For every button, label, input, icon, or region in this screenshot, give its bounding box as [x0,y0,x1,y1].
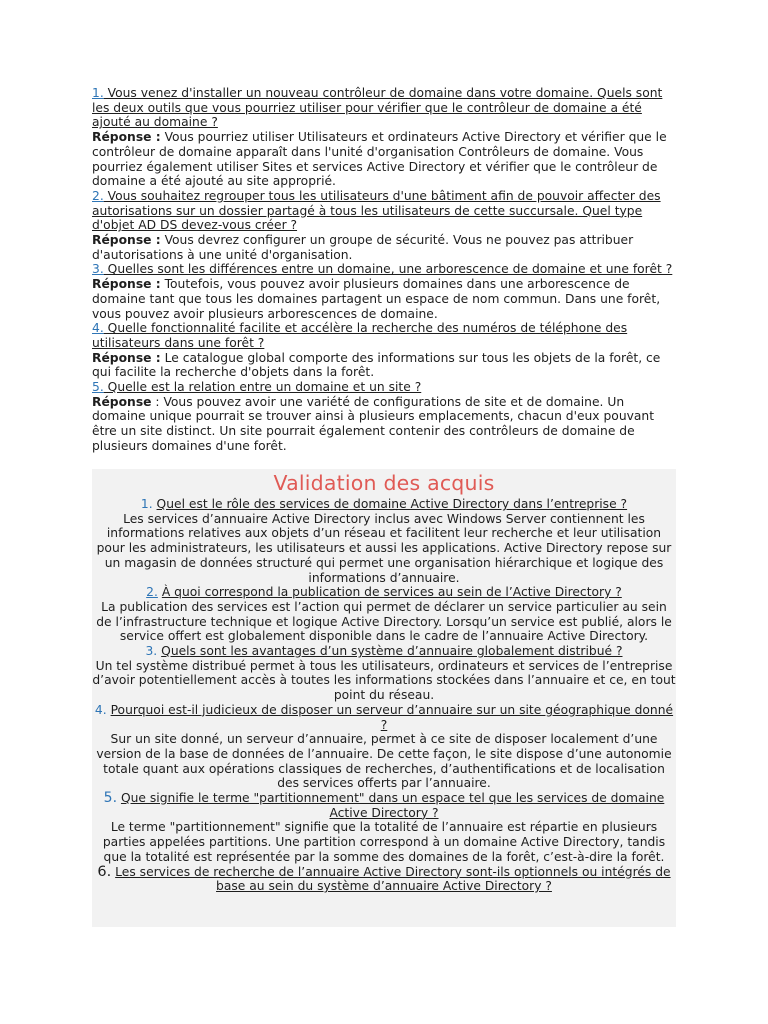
question-number: 2. [92,188,104,203]
validation-item-1 [92,497,676,585]
validation-question-5[interactable] [92,791,676,820]
validation-answer-3: Un tel système distribué permet à tous les utilisateurs, ordinateurs et services de l’entreprise d’avoir potentiellement accès à toutes les informations stockées dans l’annuaire et ce, en tout point du réseau. [92,658,676,703]
question-text: Quel est le rôle des services de domaine Active Directory dans l’entreprise ? [156,497,628,511]
validation-answer-5: Le terme "partitionnement" signifie que la totalité de l’annuaire est répartie en plusieurs parties appelées partitions. Une partition correspond à un domaine Active Directory, tandis que la totalité est représentée par la somme des domaines de la forêt, c’est-à-dire la forêt. [102,820,666,864]
question-text: Quelles sont les différences entre un domaine, une arborescence de domaine et une forêt ? [103,262,673,277]
validation-title: Validation des acquis [273,471,495,495]
answer-label: Réponse : [92,277,161,292]
question-number: 2. [146,585,158,600]
question-number: 3. [145,644,158,659]
qa-item-4 [92,321,676,380]
validation-item-3 [92,644,676,703]
validation-section [92,469,676,927]
answer-label: Réponse [92,394,152,409]
answer-4 [92,351,676,380]
validation-question-3[interactable] [92,644,676,659]
answer-text: Vous devrez configurer un groupe de sécurité. Vous ne pouvez pas attribuer d'autorisations à une unité d'organisation. [92,233,634,262]
question-text: Les services de recherche de l’annuaire Active Directory sont-ils optionnels ou intégrés de base au sein du système d’annuaire Active Directory ? [115,864,671,894]
validation-answer-4: Sur un site donné, un serveur d’annuaire, permet à ce site de disposer localement d’une version de la base de données de l’annuaire. De cette façon, le site dispose d’une autonomie totale quant aux opérations classiques de recherches, d’authentifications et de localisation des services offerts par l’annuaire. [96,732,672,791]
validation-item-2 [92,585,676,644]
validation-question-4[interactable] [92,703,676,732]
question-number: 3. [92,262,104,277]
question-text: Vous souhaitez regrouper tous les utilisateurs d'une bâtiment afin de pouvoir affecter des autorisations sur un dossier partagé à tous les utilisateurs de cette succursale. Quel type d'objet AD DS devez-vous créer ? [92,188,661,233]
qa-item-5 [92,380,676,454]
question-text: À quoi correspond la publication de services au sein de l’Active Directory ? [161,585,622,600]
question-number: 1. [92,86,104,100]
answer-text: : Vous pouvez avoir une variété de configurations de site et de domaine. Un domaine unique pourrait se trouver ainsi à plusieurs emplacements, chacun d'eux pouvant être un site distinct. Un site pourrait également contenir des contrôleurs de domaine de plusieurs domaines d'une forêt. [92,394,655,453]
qa-item-3 [92,262,676,321]
question-number: 1. [140,497,153,511]
answer-5 [92,395,676,454]
qa-section [92,86,676,454]
qa-item-1 [92,86,676,189]
question-number: 5. [92,380,104,395]
answer-text: Toutefois, vous pouvez avoir plusieurs domaines dans une arborescence de domaine tant que tous les domaines partagent un espace de nom commun. Dans une forêt, vous pouvez avoir plusieurs arborescences de domaine. [92,277,661,321]
question-number: 4. [94,702,107,717]
answer-text: Vous pourriez utiliser Utilisateurs et ordinateurs Active Directory et vérifier que le contrôleur de domaine apparaît dans l'unité d'organisation Contrôleurs de domaine. Vous pourriez également utiliser Sites et services Active Directory et vérifier que le contrôleur de domaine a été ajouté au site approprié. [92,130,667,189]
question-text: Quelle est la relation entre un domaine et un site ? [103,380,422,395]
qa-item-2 [92,189,676,263]
question-number: 4. [92,321,104,336]
question-text: Que signifie le terme "partitionnement" dans un espace tel que les services de domaine Active Directory ? [120,791,665,820]
answer-2 [92,233,676,262]
question-text: Quels sont les avantages d’un système d’annuaire globalement distribué ? [161,644,623,659]
validation-question-2[interactable] [92,585,676,600]
question-5[interactable] [92,380,676,395]
question-2[interactable] [92,189,676,233]
answer-3 [92,277,676,321]
question-text: Quelle fonctionnalité facilite et accélère la recherche des numéros de téléphone des utilisateurs dans une forêt ? [92,321,628,350]
answer-label: Réponse : [92,233,161,248]
validation-item-5 [92,791,676,865]
question-text: Vous venez d'installer un nouveau contrôleur de domaine dans votre domaine. Quels sont les deux outils que vous pourriez utiliser pour vérifier que le contrôleur de domaine a été ajouté au domaine ? [92,86,663,130]
question-number: 6. [97,863,112,880]
question-1[interactable] [92,86,676,130]
validation-answer-2: La publication des services est l’action qui permet de déclarer un service particulier au sein de l’infrastructure technique et logique Active Directory. Lorsqu’un service est publié, alors le service offert est globalement disponible dans le cadre de l’annuaire Active Directory. [96,599,672,644]
validation-item-4 [92,703,676,791]
answer-label: Réponse : [92,350,161,365]
validation-question-1[interactable] [92,497,676,512]
answer-label: Réponse : [92,130,161,145]
question-3[interactable] [92,262,676,277]
validation-answer-1: Les services d’annuaire Active Directory inclus avec Windows Server contiennent les informations relatives aux objets d’un réseau et facilitent leur recherche et leur utilisation pour les administrateurs, les utilisateurs et aussi les applications. Active Directory repose sur un magasin de données structuré qui permet une organisation hiérarchique et logique des informations d’annuaire. [96,511,672,585]
answer-1 [92,130,676,189]
question-4[interactable] [92,321,676,350]
question-number: 5. [103,790,118,807]
answer-text: Le catalogue global comporte des informations sur tous les objets de la forêt, ce qui facilite la recherche d'objets dans la forêt. [92,350,661,380]
validation-item-6 [92,865,676,894]
question-text: Pourquoi est-il judicieux de disposer un serveur d’annuaire sur un site géographique donné ? [110,702,674,732]
validation-question-6[interactable] [92,865,676,894]
